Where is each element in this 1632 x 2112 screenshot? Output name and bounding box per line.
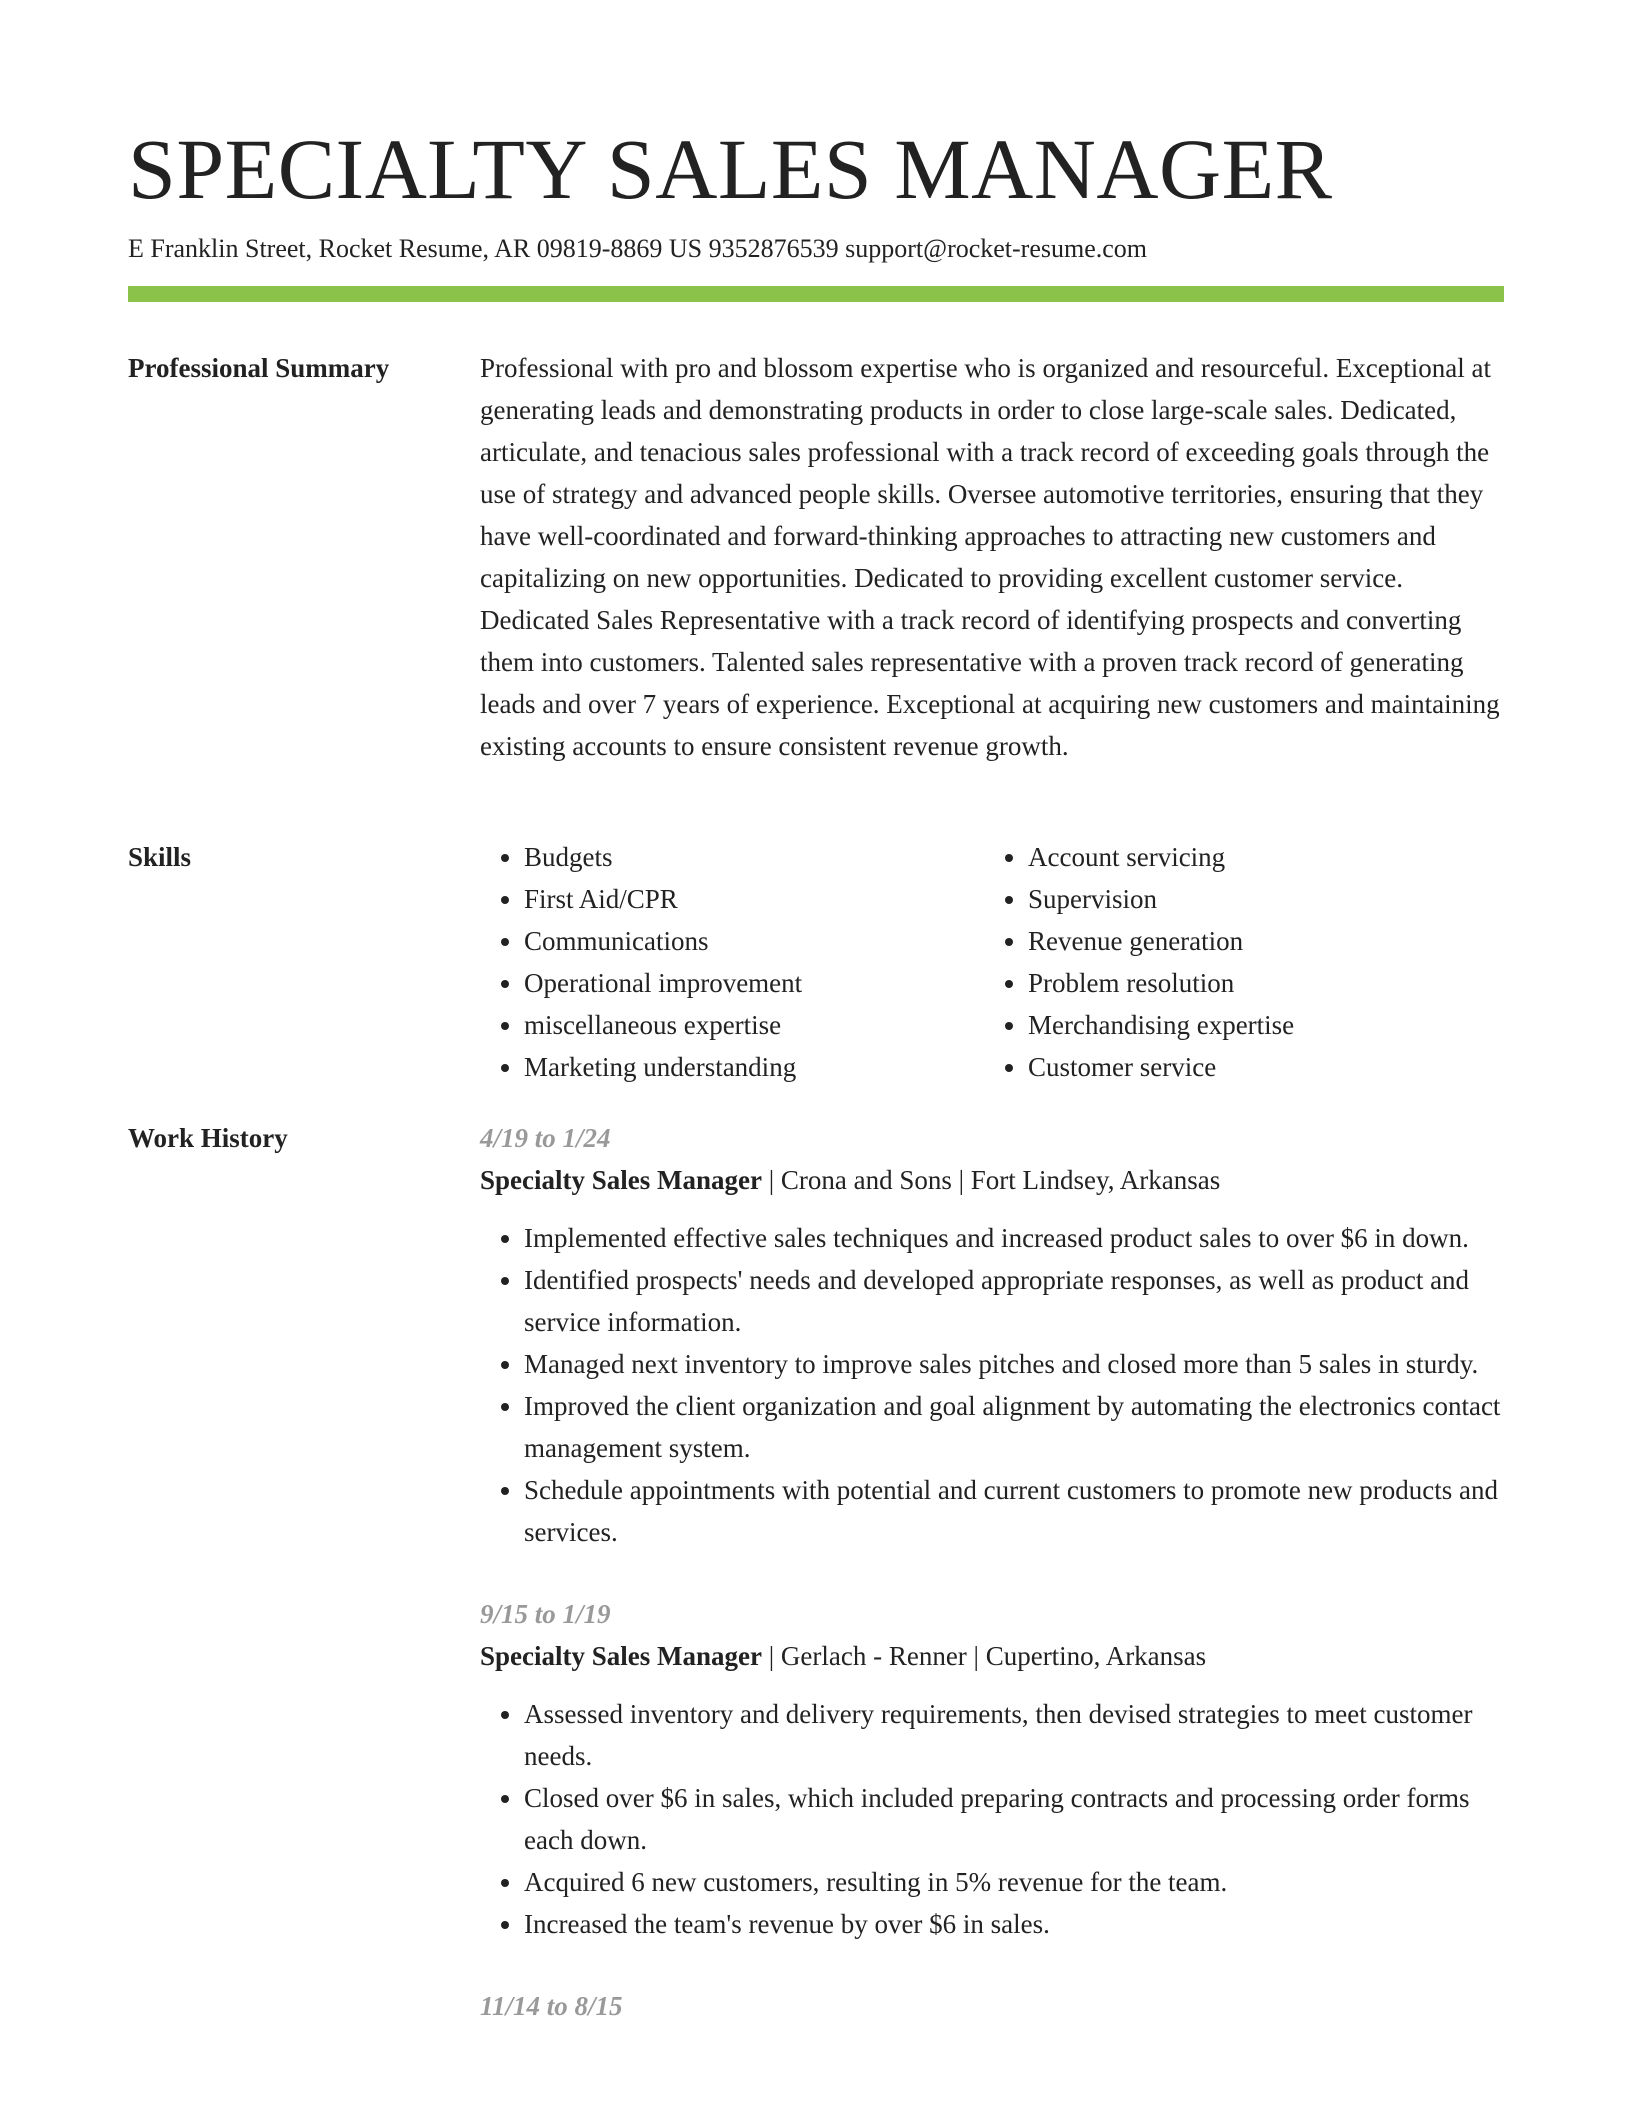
skill-item: • Account servicing bbox=[1028, 836, 1488, 878]
job-company-location: | Gerlach - Renner | Cupertino, Arkansas bbox=[761, 1641, 1207, 1671]
skills-list-left bbox=[480, 836, 984, 1088]
job-bullet: • Closed over $6 in sales, which included preparing contracts and processing order forms each down. bbox=[524, 1777, 1504, 1861]
job-bullet-list bbox=[480, 1217, 1504, 1553]
summary-heading: Professional Summary bbox=[128, 353, 390, 383]
job-bullet: • Acquired 6 new customers, resulting in 5% revenue for the team. bbox=[524, 1861, 1504, 1903]
accent-divider bbox=[128, 286, 1504, 302]
skill-item: • Problem resolution bbox=[1028, 962, 1488, 1004]
skills-list-right bbox=[984, 836, 1488, 1088]
skill-item: • Communications bbox=[524, 920, 984, 962]
job-bullet: • Managed next inventory to improve sales pitches and closed more than 5 sales in sturdy. bbox=[524, 1343, 1504, 1385]
skills-body bbox=[480, 836, 1504, 1088]
summary-text: Professional with pro and blossom expertise who is organized and resourceful. Exceptional at generating leads and demonstrating products in order to close large-scale sales. Dedicated, articulate, and tenacious sales professional with a track record of exceeding goals through the use of strategy and advanced people skills. Oversee automotive territories, ensuring that they have well-coordinated and forward-thinking approaches to attracting new customers and capitalizing on new opportunities. Dedicated to providing excellent customer service. Dedicated Sales Representative with a track record of identifying prospects and converting them into customers. Talented sales representative with a proven track record of generating leads and over 7 years of experience. Exceptional at acquiring new customers and maintaining existing accounts to ensure consistent revenue growth. bbox=[480, 353, 1500, 761]
job-dates: 11/14 to 8/15 bbox=[480, 1991, 623, 2021]
skill-item: • Budgets bbox=[524, 836, 984, 878]
job-bullet-list bbox=[480, 1693, 1504, 1945]
skill-item: • Supervision bbox=[1028, 878, 1488, 920]
skill-item: • Revenue generation bbox=[1028, 920, 1488, 962]
skill-item: • Operational improvement bbox=[524, 962, 984, 1004]
job-header bbox=[480, 1635, 1504, 1677]
resume-name: SPECIALTY SALES MANAGER bbox=[128, 121, 1333, 217]
job-entry bbox=[480, 1985, 1504, 2027]
skill-item: • First Aid/CPR bbox=[524, 878, 984, 920]
job-bullet: • Implemented effective sales techniques and increased product sales to over $6 in down. bbox=[524, 1217, 1504, 1259]
work-history-body bbox=[480, 1117, 1504, 2067]
skill-item: • Customer service bbox=[1028, 1046, 1488, 1088]
job-bullet: • Schedule appointments with potential and current customers to promote new products and services. bbox=[524, 1469, 1504, 1553]
job-title: Specialty Sales Manager bbox=[480, 1165, 762, 1195]
job-title: Specialty Sales Manager bbox=[480, 1641, 762, 1671]
job-bullet: • Increased the team's revenue by over $6 in sales. bbox=[524, 1903, 1504, 1945]
job-bullet: • Identified prospects' needs and developed appropriate responses, as well as product and service information. bbox=[524, 1259, 1504, 1343]
skill-item: • Merchandising expertise bbox=[1028, 1004, 1488, 1046]
summary-body bbox=[480, 347, 1504, 767]
job-bullet: • Assessed inventory and delivery requirements, then devised strategies to meet customer needs. bbox=[524, 1693, 1504, 1777]
job-entry bbox=[480, 1593, 1504, 1945]
job-company-location: | Crona and Sons | Fort Lindsey, Arkansas bbox=[761, 1165, 1221, 1195]
skill-item: • Marketing understanding bbox=[524, 1046, 984, 1088]
job-dates: 4/19 to 1/24 bbox=[480, 1123, 611, 1153]
skill-item: • miscellaneous expertise bbox=[524, 1004, 984, 1046]
job-bullet: • Improved the client organization and goal alignment by automating the electronics contact management system. bbox=[524, 1385, 1504, 1469]
work-history-heading: Work History bbox=[128, 1123, 288, 1153]
job-header bbox=[480, 1159, 1504, 1201]
job-entry bbox=[480, 1117, 1504, 1553]
skills-heading: Skills bbox=[128, 842, 192, 872]
job-dates: 9/15 to 1/19 bbox=[480, 1599, 611, 1629]
contact-line: E Franklin Street, Rocket Resume, AR 09819-8869 US 9352876539 support@rocket-resume.com bbox=[128, 234, 1148, 263]
